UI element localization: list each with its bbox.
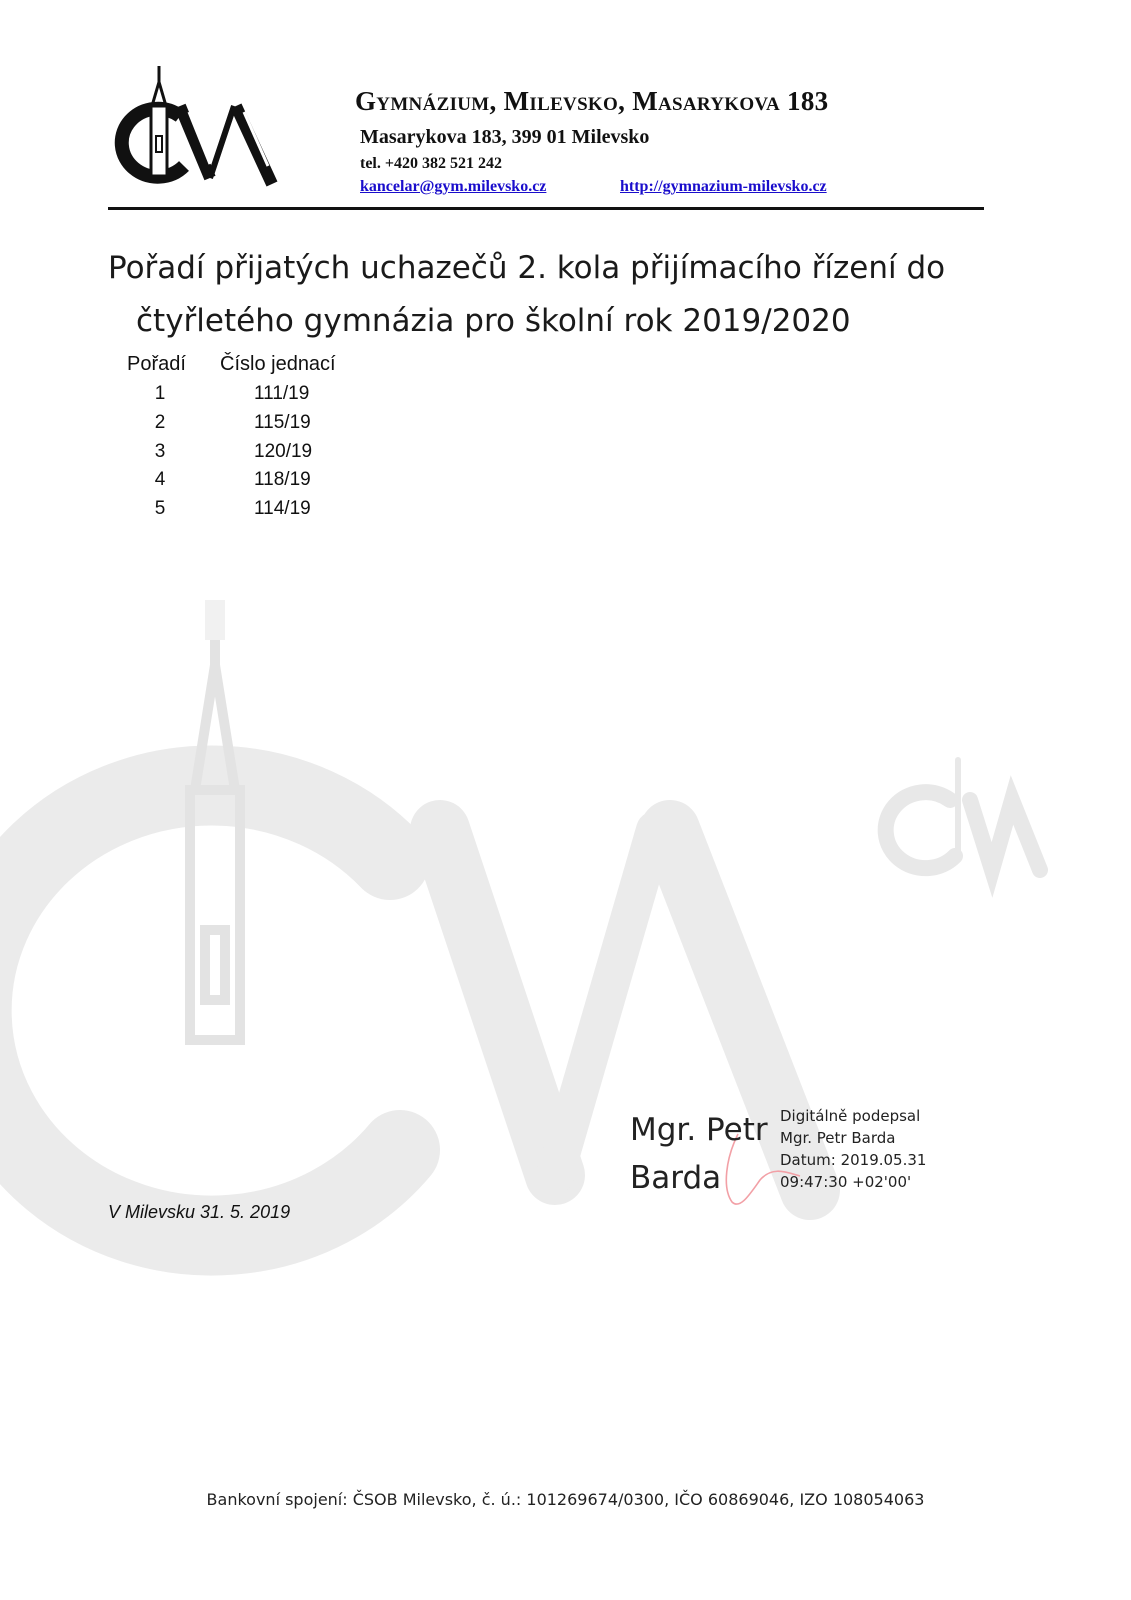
website-link[interactable]: http://gymnazium-milevsko.cz — [620, 178, 827, 195]
table-row-reference: 114/19 — [254, 498, 311, 519]
document-heading-line-2: čtyřletého gymnázia pro školní rok 2019/2020 — [136, 303, 851, 339]
header-divider — [108, 207, 984, 210]
table-row-rank: 5 — [154, 498, 166, 519]
signature-detail: Mgr. Petr Barda — [780, 1129, 896, 1147]
school-logo — [110, 66, 290, 190]
footer-bank-info: Bankovní spojení: ČSOB Milevsko, č. ú.: 101269674/0300, IČO 60869046, IZO 108054063 — [206, 1490, 925, 1509]
signature-detail: 09:47:30 +02'00' — [780, 1173, 912, 1191]
school-title: Gymnázium, Milevsko, Masarykova 183 — [355, 86, 829, 116]
table-row-rank: 2 — [154, 412, 166, 433]
table-row-rank: 3 — [154, 441, 166, 462]
signature-detail: Digitálně podepsal — [780, 1107, 921, 1125]
email-link[interactable]: kancelar@gym.milevsko.cz — [360, 178, 547, 195]
school-address: Masarykova 183, 399 01 Milevsko — [360, 126, 650, 148]
place-and-date: V Milevsku 31. 5. 2019 — [108, 1202, 291, 1222]
table-row-reference: 120/19 — [254, 441, 313, 462]
table-row-reference: 115/19 — [254, 412, 311, 433]
column-header-rank: Pořadí — [127, 353, 186, 375]
signer-name-line-2: Barda — [630, 1160, 722, 1196]
signer-name-line-1: Mgr. Petr — [630, 1112, 768, 1148]
table-row-rank: 4 — [154, 469, 166, 490]
table-row-reference: 111/19 — [254, 383, 310, 404]
document-heading-line-1: Pořadí přijatých uchazečů 2. kola přijímacího řízení do — [108, 250, 946, 286]
signature-detail: Datum: 2019.05.31 — [780, 1151, 927, 1169]
column-header-reference: Číslo jednací — [220, 353, 336, 375]
table-row-reference: 118/19 — [254, 469, 311, 490]
school-phone: tel. +420 382 521 242 — [360, 155, 502, 172]
table-row-rank: 1 — [154, 383, 166, 404]
